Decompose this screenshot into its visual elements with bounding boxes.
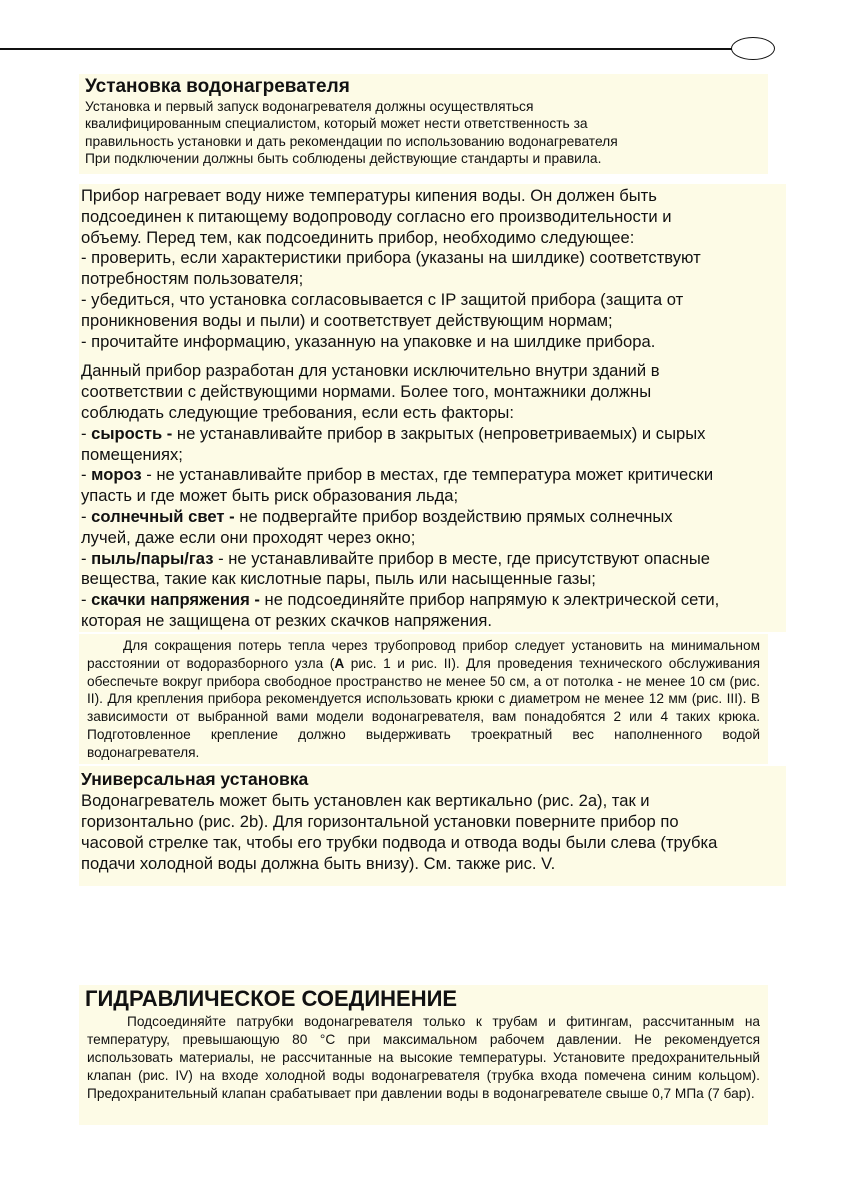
universal-section — [79, 766, 786, 886]
installation-line: правильность установки и дать рекомендации по использованию водонагревателя — [85, 133, 618, 149]
mounting-section — [79, 634, 768, 764]
installation-title: Установка водонагревателя — [85, 76, 350, 97]
installation-note — [79, 74, 768, 174]
installation-line: При подключении должны быть соблюдены действующие стандарты и правила. — [85, 150, 602, 166]
hydraulic-section — [79, 985, 768, 1125]
factor-text: - не устанавливайте прибор в месте, где присутствуют опасные — [213, 548, 711, 568]
universal-line: часовой стрелке так, чтобы его трубки подвода и отвода воды были слева (трубка — [81, 833, 718, 852]
factor-frost: - мороз - не устанавливайте прибор в местах, где температура может критически — [81, 465, 714, 485]
factor-text: не подвергайте прибор воздействию прямых солнечных — [234, 506, 673, 526]
installation-line: квалифицированным специалистом, который может нести ответственность за — [85, 116, 588, 132]
spacer — [81, 352, 784, 361]
hydraulic-title: ГИДРАВЛИЧЕСКОЕ СОЕДИНЕНИЕ — [85, 986, 458, 1011]
factor-text-cont: которая не защищена от резких скачков напряжения. — [81, 610, 492, 630]
factor-term: скачки напряжения - — [91, 590, 260, 610]
header-rule — [0, 48, 738, 50]
factor-sunlight: - солнечный свет - не подвергайте прибор воздействию прямых солнечных — [81, 506, 673, 526]
installation-line: Установка и первый запуск водонагревателя должны осуществляться — [85, 99, 534, 114]
factor-term: солнечный свет - — [91, 506, 235, 526]
universal-title: Универсальная установка — [81, 769, 309, 789]
requirements-line: - проверить, если характеристики прибора (указаны на шилдике) соответствуют — [81, 248, 701, 268]
mounting-paragraph — [87, 637, 760, 762]
factor-humidity: - сырость - не устанавливайте прибор в закрытых (непроветриваемых) и сырых — [81, 423, 706, 443]
factor-text-cont: упасть и где может быть риск образования льда; — [81, 486, 459, 506]
factor-term: пыль/пары/газ — [91, 548, 214, 568]
mounting-text: рис. 1 и рис. II). Для проведения технического обслуживания обеспечьте вокруг прибора свободное пространство не менее 50 см, а от потолка - не менее 10 см (рис. II). Для крепления прибора рекомендуется использовать крюки с диаметром не менее 12 мм (рис. III). В зависимости от выбранной вами модели водонагревателя, вам понадобятся 2 или 4 таких крюка. Подготовленное крепление должно выдерживать троекратный вес наполненного водой водонагревателя. — [87, 655, 760, 760]
factor-text: - не устанавливайте прибор в местах, где температура может критически — [141, 465, 714, 485]
universal-line: горизонтально (рис. 2b). Для горизонтальной установки поверните прибор по — [81, 812, 679, 831]
requirements-line: - убедиться, что установка согласовывается с IP защитой прибора (защита от — [81, 289, 684, 309]
requirements-line: объему. Перед тем, как подсоединить прибор, необходимо следующее: — [81, 227, 635, 247]
factor-text-cont: лучей, даже если они проходят через окно; — [81, 527, 416, 547]
placement-line: соответствии с действующими нормами. Более того, монтажники должны — [81, 382, 652, 402]
universal-line: подачи холодной воды должна быть внизу). См. также рис. V. — [81, 854, 556, 873]
requirements-line: потребностям пользователя; — [81, 269, 304, 289]
factor-text: не подсоединяйте прибор напрямую к электрической сети, — [259, 590, 720, 610]
mounting-bold-ref: А — [334, 655, 345, 671]
placement-line: Данный прибор разработан для установки исключительно внутри зданий в — [81, 361, 660, 381]
requirements-line: - прочитайте информацию, указанную на упаковке и на шилдике прибора. — [81, 331, 656, 351]
factor-text: не устанавливайте прибор в закрытых (непроветриваемых) и сырых — [172, 423, 706, 443]
factor-text-cont: вещества, такие как кислотные пары, пыль или насыщенные газы; — [81, 569, 596, 589]
mounting-text: Для сокращения потерь тепла через трубопровод прибор следует установить на минимальном расстоянии от водоразборного узла ( — [87, 638, 760, 671]
requirements-line: проникновения воды и пыли) и соответствует действующим нормам; — [81, 310, 613, 330]
page-number-oval — [731, 37, 775, 60]
requirements-line: Прибор нагревает воду ниже температуры кипения воды. Он должен быть — [81, 186, 657, 205]
factor-dust-gas: - пыль/пары/газ - не устанавливайте прибор в месте, где присутствуют опасные — [81, 548, 711, 568]
universal-line: Водонагреватель может быть установлен как вертикально (рис. 2а), так и — [81, 791, 650, 810]
factor-term: мороз — [91, 465, 142, 485]
factor-text-cont: помещениях; — [81, 444, 183, 464]
hydraulic-paragraph: Подсоединяйте патрубки водонагревателя только к трубам и фитингам, рассчитанным на температуру, превышающую 80 °С при максимальном рабочем давлении. Не рекомендуется использовать материалы, не рассчитанные на высокие температуры. Установите предохранительный клапан (рис. IV) на входе холодной воды водонагревателя (трубка входа помечена синим кольцом). Предохранительный клапан срабатывает при давлении воды в водонагревателе свыше 0,7 МПа (7 бар). — [87, 1014, 760, 1101]
requirements-section — [79, 184, 786, 632]
placement-line: соблюдать следующие требования, если есть факторы: — [81, 402, 514, 422]
factor-term: сырость - — [91, 423, 173, 443]
factor-voltage: - скачки напряжения - не подсоединяйте прибор напрямую к электрической сети, — [81, 590, 720, 610]
requirements-line: подсоединен к питающему водопроводу согласно его производительности и — [81, 206, 672, 226]
